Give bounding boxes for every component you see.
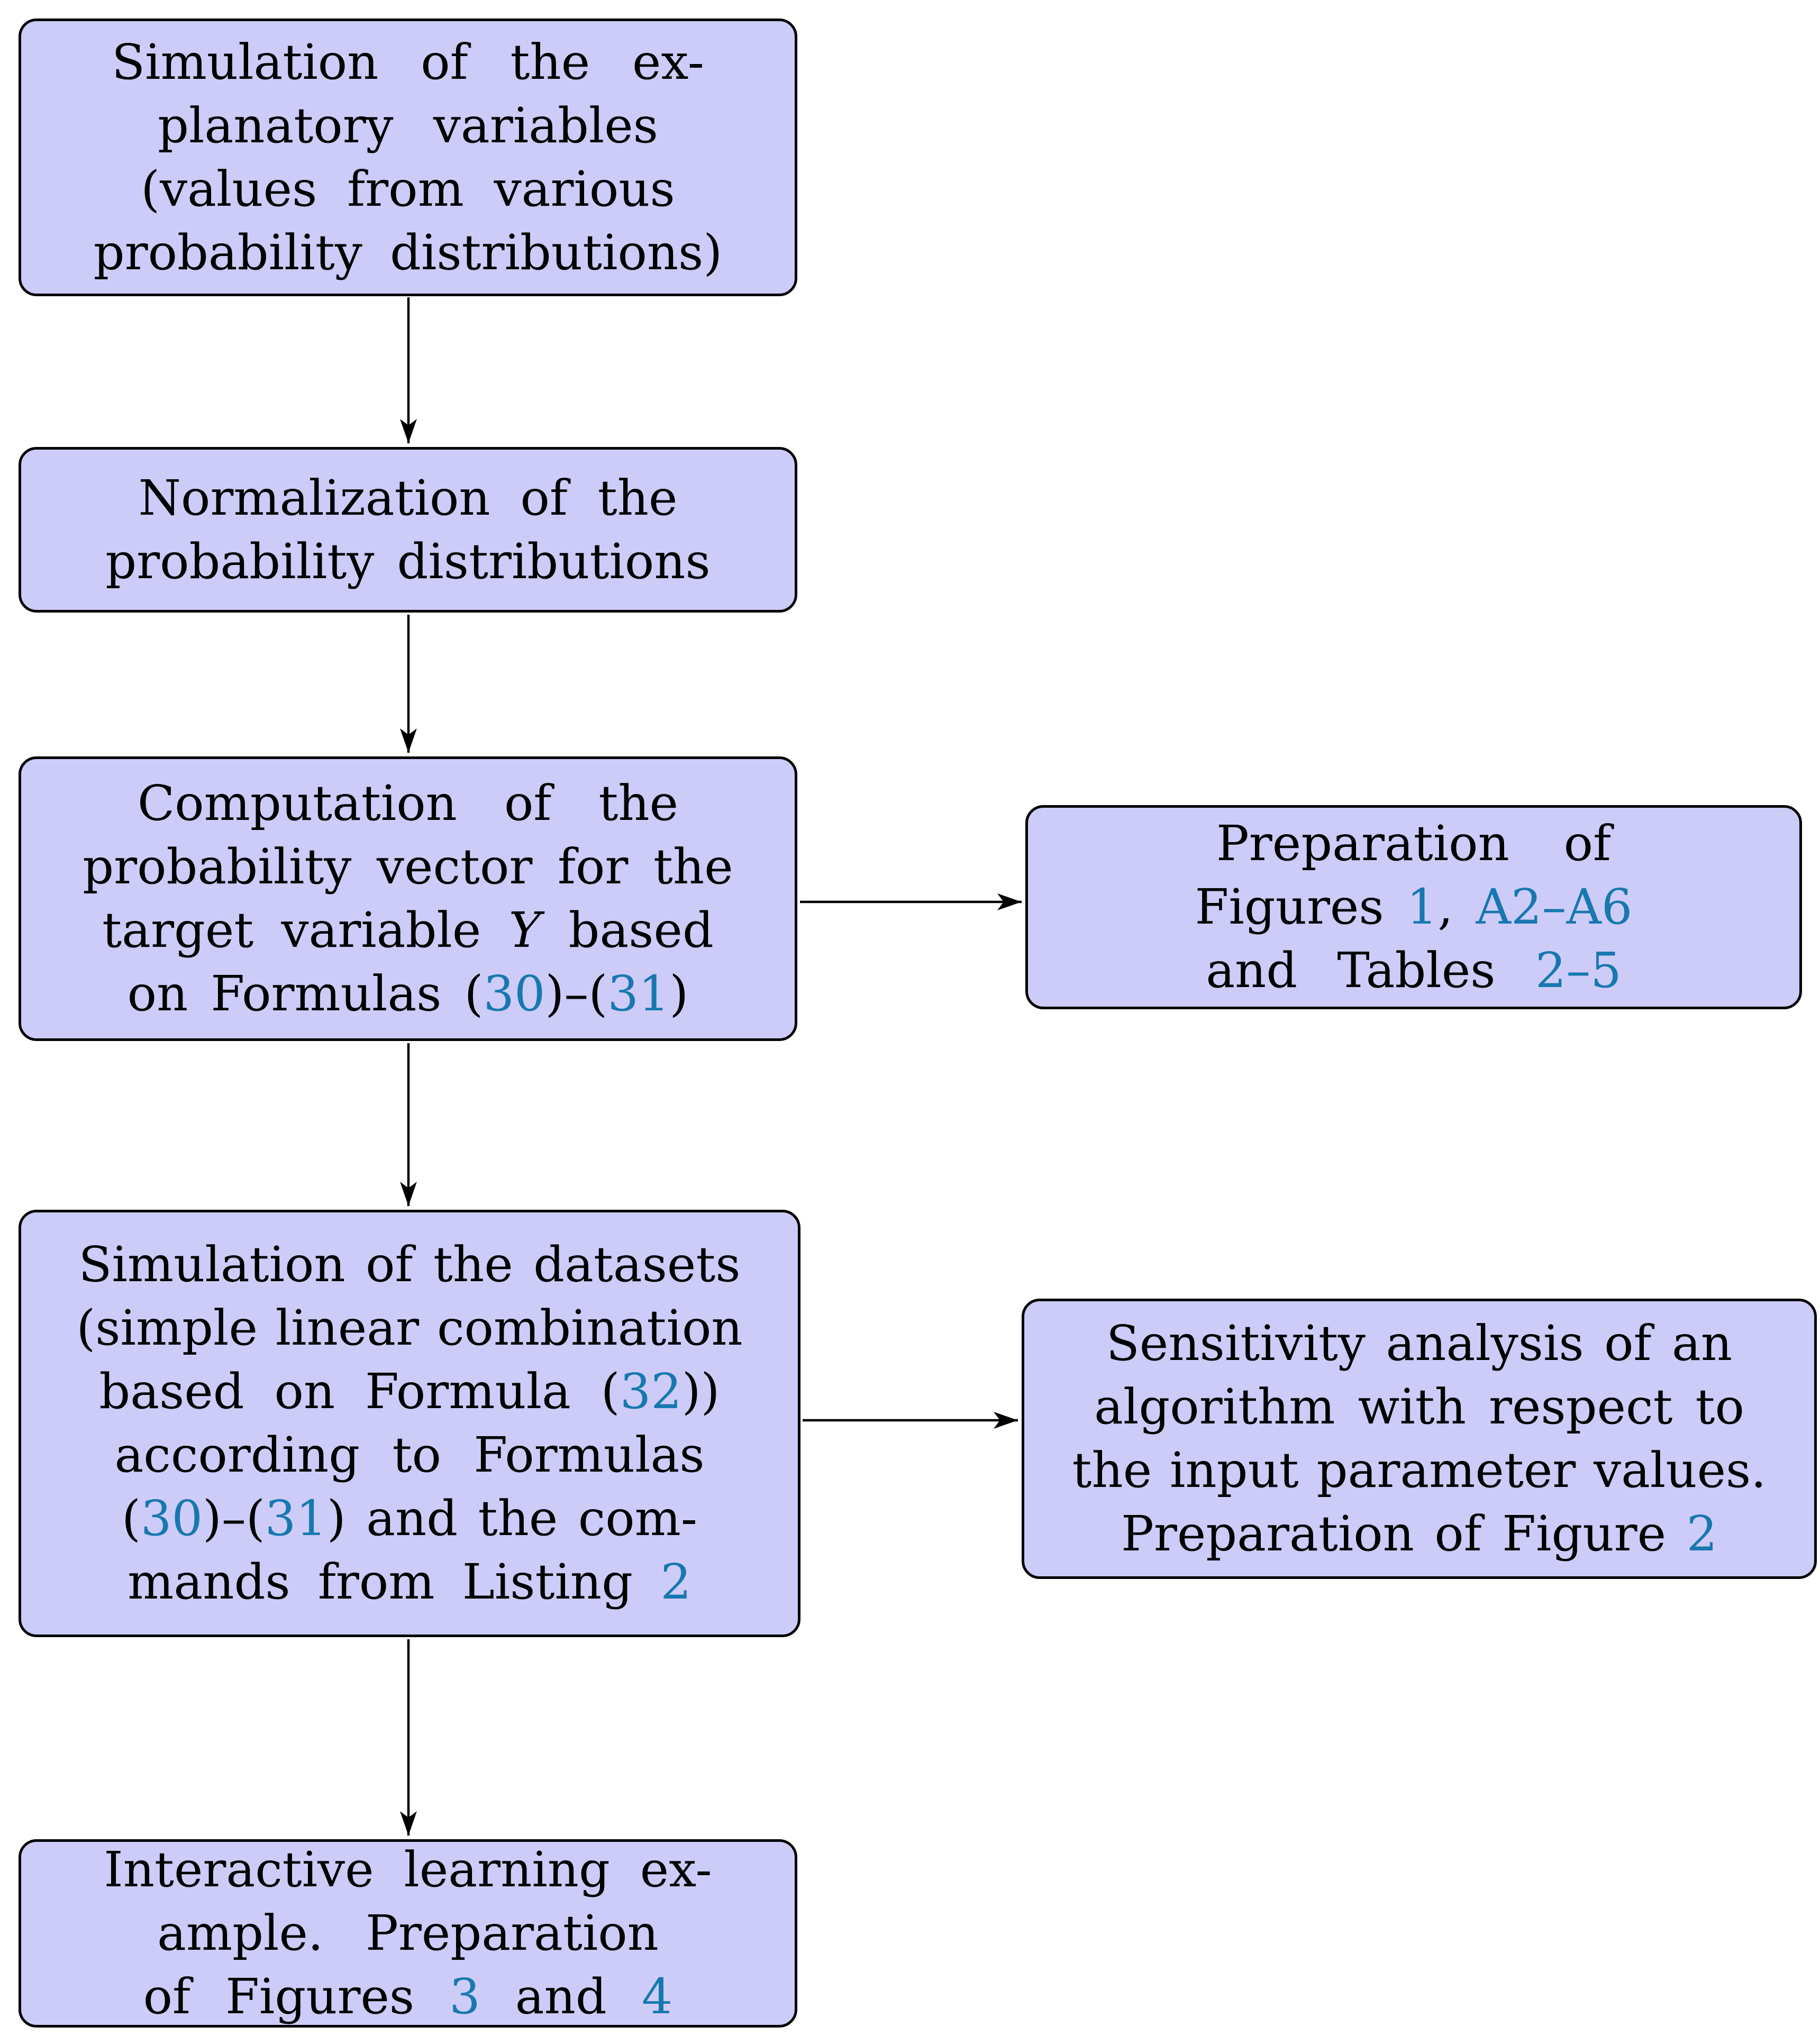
text-run: Sensitivity analysis of an	[1106, 1315, 1733, 1372]
ref-link[interactable]: 2	[1686, 1505, 1718, 1562]
text-run: ,	[1437, 879, 1476, 935]
box-text-line	[114, 1423, 704, 1487]
box-text-line	[83, 835, 733, 899]
node-sensitivity-analysis	[1022, 1299, 1817, 1579]
box-text-line	[1216, 812, 1611, 875]
text-run: Y	[508, 902, 541, 958]
node-interactive-learning-example	[19, 1839, 797, 2028]
box-text-line	[143, 1965, 673, 2029]
text-run: Computation of the	[137, 775, 679, 832]
box-text-line	[158, 94, 658, 158]
text-run: based on Formula (	[99, 1363, 620, 1420]
text-run: (simple linear combination	[76, 1300, 743, 1356]
box-text-line	[139, 467, 678, 530]
text-run: Simulation of the ex-	[112, 33, 704, 90]
box-text-line	[102, 899, 714, 962]
box-text-line	[1121, 1502, 1717, 1566]
box-text-line	[1072, 1439, 1766, 1502]
text-run: Normalization of the	[138, 469, 678, 526]
box-text-line	[128, 962, 689, 1026]
node-simulation-explanatory-variables	[19, 19, 797, 296]
text-run: target variable	[102, 902, 509, 958]
text-run: ) and the com-	[326, 1490, 697, 1547]
box-text-line	[157, 1902, 659, 1965]
text-run: ))	[681, 1363, 720, 1420]
text-run: probability distributions)	[93, 224, 723, 281]
ref-link[interactable]: A2–A6	[1476, 879, 1633, 935]
node-normalization-distributions	[19, 447, 797, 613]
text-run: )–(	[202, 1490, 265, 1547]
ref-link[interactable]: 32	[620, 1363, 682, 1420]
ref-link[interactable]: 30	[140, 1490, 203, 1547]
box-text-line	[104, 1838, 712, 1902]
text-run: algorithm with respect to	[1094, 1378, 1744, 1435]
box-text-line	[78, 1233, 740, 1297]
ref-link[interactable]: 3	[449, 1968, 480, 2025]
text-run: mands from Listing	[128, 1554, 661, 1610]
text-run: Preparation of	[1216, 815, 1612, 872]
box-text-line	[1094, 1375, 1744, 1439]
text-run: (values from various	[141, 160, 675, 217]
box-text-line	[99, 1360, 720, 1423]
box-text-line	[1195, 875, 1633, 939]
text-run: planatory variables	[158, 97, 658, 154]
box-text-line	[105, 530, 710, 594]
text-run: the input parameter values.	[1072, 1442, 1767, 1499]
text-run: probability distributions	[105, 533, 711, 590]
box-text-line	[122, 1487, 697, 1550]
text-run: and Tables	[1206, 942, 1535, 999]
text-run: based	[541, 902, 714, 958]
ref-link[interactable]: 31	[607, 965, 670, 1022]
ref-link[interactable]: 2	[660, 1554, 691, 1610]
box-text-line	[138, 772, 678, 835]
text-run: of Figures	[143, 1968, 450, 2025]
node-preparation-figures-tables	[1025, 805, 1802, 1009]
text-run: and	[480, 1968, 642, 2025]
box-text-line	[112, 31, 704, 94]
box-text-line	[1106, 1312, 1732, 1375]
ref-link[interactable]: 31	[265, 1490, 327, 1547]
text-run: ample. Preparation	[157, 1905, 659, 1961]
text-run: Simulation of the datasets	[78, 1236, 741, 1293]
text-run: probability vector for the	[83, 838, 733, 895]
text-run: (	[122, 1490, 141, 1547]
ref-link[interactable]: 1	[1406, 879, 1438, 935]
text-run: )	[669, 965, 689, 1022]
node-simulation-datasets	[19, 1210, 800, 1637]
text-run: on Formulas (	[127, 965, 484, 1022]
box-text-line	[128, 1550, 691, 1614]
box-text-line	[94, 221, 723, 285]
box-text-line	[141, 158, 675, 221]
ref-link[interactable]: 30	[483, 965, 545, 1022]
text-run: according to Formulas	[114, 1427, 705, 1483]
node-computation-probability-vector	[19, 756, 797, 1041]
text-run: Preparation of Figure	[1121, 1505, 1687, 1562]
box-text-line	[76, 1297, 742, 1360]
text-run: Interactive learning ex-	[104, 1841, 712, 1898]
text-run: )–(	[545, 965, 608, 1022]
ref-link[interactable]: 4	[641, 1968, 673, 2025]
text-run: Figures	[1195, 879, 1407, 935]
box-text-line	[1206, 939, 1622, 1002]
ref-link[interactable]: 2–5	[1535, 942, 1622, 999]
